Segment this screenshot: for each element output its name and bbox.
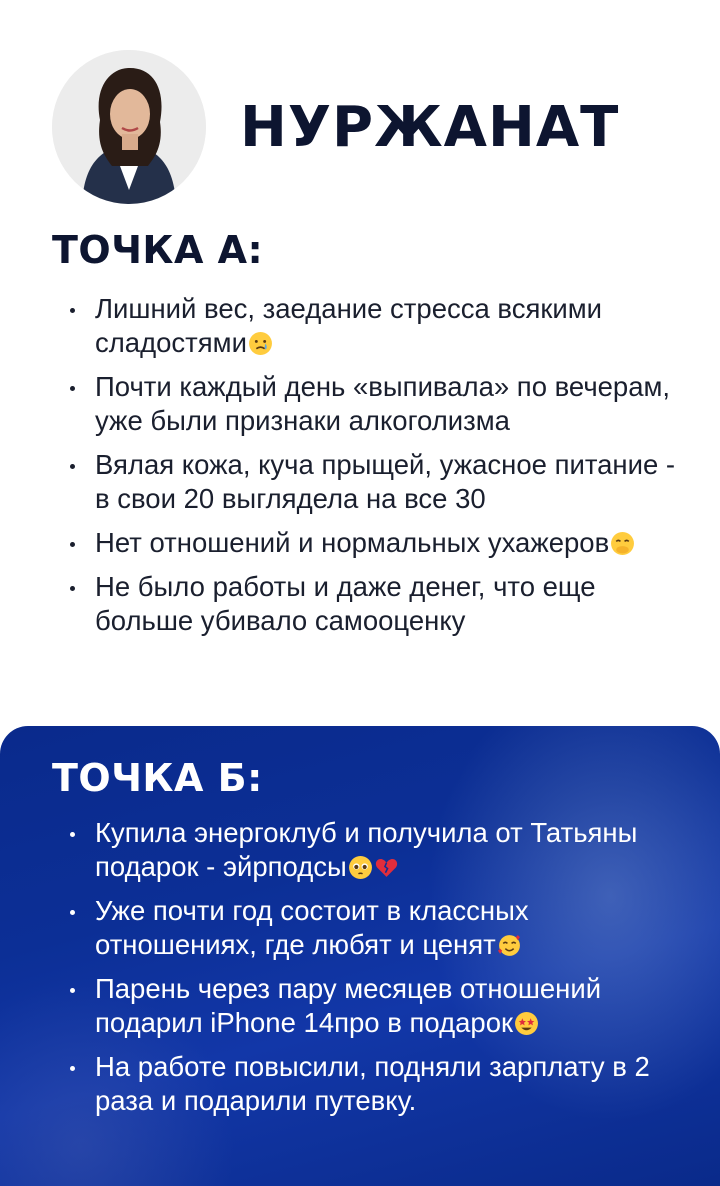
point-b-section — [0, 726, 720, 1186]
list-item — [0, 292, 720, 360]
pleading-face-emoji-icon — [348, 855, 373, 880]
point-b-list — [0, 816, 720, 1118]
list-item-text: Купила энергоклуб и получила от Татьяны подарок - эйрподсы — [95, 817, 638, 882]
face-with-hand-over-mouth-emoji-icon — [610, 531, 635, 556]
list-item-text: Почти каждый день «выпивала» по вечерам, уже были признаки алкоголизма — [95, 371, 671, 436]
list-item-text: Парень через пару месяцев отношений подарил iPhone 14про в подарок — [95, 973, 602, 1038]
broken-heart-emoji-icon — [374, 855, 399, 880]
point-a-list — [0, 292, 720, 638]
point-b-title: ТОЧКА Б: — [52, 756, 263, 800]
point-a-section — [0, 228, 720, 648]
list-item-text: Нет отношений и нормальных ухажеров — [95, 527, 610, 558]
point-a-title: ТОЧКА А: — [52, 228, 264, 272]
list-item — [0, 972, 720, 1040]
list-item — [0, 816, 720, 884]
list-item — [0, 526, 720, 560]
list-item — [0, 570, 720, 638]
list-item-text: На работе повысили, подняли зарплату в 2 раза и подарили путевку. — [95, 1051, 650, 1116]
list-item-text: Не было работы и даже денег, что еще больше убивало самооценку — [95, 571, 596, 636]
profile-name: НУРЖАНАТ — [240, 94, 620, 160]
list-item-text: Уже почти год состоит в классных отношениях, где любят и ценят — [95, 895, 529, 960]
avatar — [52, 50, 206, 204]
star-struck-emoji-icon — [514, 1011, 539, 1036]
list-item — [0, 448, 720, 516]
list-item-text: Вялая кожа, куча прыщей, ужасное питание - в свои 20 выглядела на все 30 — [95, 449, 676, 514]
crying-face-emoji-icon — [248, 331, 273, 356]
list-item-text: Лишний вес, заедание стресса всякими сладостями — [95, 293, 603, 358]
list-item — [0, 370, 720, 438]
list-item — [0, 1050, 720, 1118]
smiling-face-with-hearts-emoji-icon — [497, 933, 522, 958]
list-item — [0, 894, 720, 962]
profile-header — [52, 50, 619, 204]
